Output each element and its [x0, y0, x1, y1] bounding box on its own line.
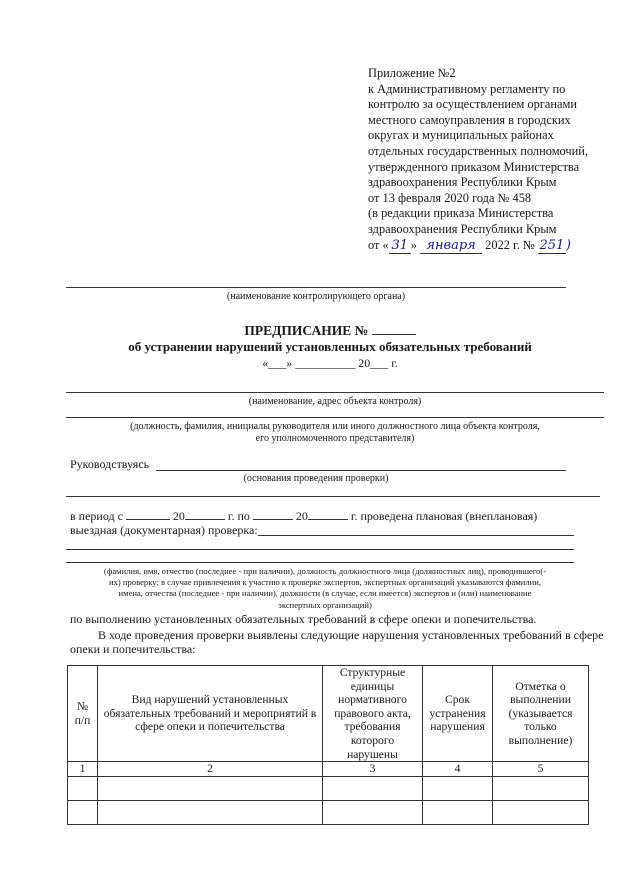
period-line: в период с 20 г. по 20 г. проведена плановая (внеплановая) — [70, 509, 538, 523]
edition-line: от « 31 » января 2022 г. № 251 ) — [368, 237, 571, 253]
violations-table — [67, 665, 589, 825]
appendix-header — [368, 66, 630, 254]
header-line: контролю за осуществлением органами — [368, 97, 577, 112]
date-blank-2 — [253, 507, 293, 520]
page-title: ПРЕДПИСАНИЕ № — [60, 322, 600, 339]
year-blank-2 — [308, 507, 348, 520]
header-line: утвержденного приказом Министерства — [368, 159, 580, 174]
inspector-line-2 — [66, 549, 574, 550]
page-subtitle: об устранении нарушений установленных обязательных требований — [128, 339, 532, 354]
header-line: местного самоуправления в городских — [368, 112, 571, 127]
person-caption-2: его уполномоченного представителя) — [255, 433, 415, 444]
handwritten-month: января — [420, 238, 482, 255]
period-line-2: выездная (документарная) проверка: — [70, 523, 258, 537]
basis-line-2 — [66, 496, 600, 497]
compliance-text: по выполнению установленных обязательных требований в сфере опеки и попечительства. — [70, 612, 537, 626]
person-caption-1: (должность, фамилия, инициалы руководителя или иного должностного лица объекта контроля, — [130, 421, 540, 432]
person-line — [66, 417, 604, 418]
object-caption: (наименование, адрес объекта контроля) — [248, 396, 422, 407]
date-blank-1 — [126, 507, 170, 520]
header-line: (в редакции приказа Министерства — [368, 206, 554, 221]
inspector-line-3 — [66, 562, 574, 563]
number-cell: 2 — [98, 762, 323, 777]
inspector-line-1 — [258, 535, 574, 536]
header-line: здравоохранения Республики Крым — [368, 221, 557, 236]
year-blank-1 — [185, 507, 225, 520]
header-line: отдельных государственных полномочий, — [368, 143, 589, 158]
header-cell: Отметка о выполнении (указывается только выполнение) — [493, 666, 589, 762]
header-line: от 13 февраля 2020 года № 458 — [368, 190, 532, 205]
table-row — [68, 776, 589, 800]
header-cell: Структурные единицы нормативного правового акта, требования которого нарушены — [323, 666, 423, 762]
order-number-blank — [372, 322, 416, 335]
number-cell: 5 — [493, 762, 589, 777]
organ-caption: (наименование контролирующего органа) — [226, 291, 406, 302]
header-cell: Вид нарушений установленных обязательных требований и мероприятий в сфере опеки и попечительства — [98, 666, 323, 762]
header-line: здравоохранения Республики Крым — [368, 175, 557, 190]
handwritten-day: 31 — [389, 238, 411, 255]
found-text-1: В ходе проведения проверки выявлены следующие нарушения установленных требований в сфере — [98, 628, 604, 642]
table-header-row — [68, 666, 589, 762]
organ-line — [66, 287, 566, 288]
header-cell: № п/п — [68, 666, 98, 762]
handwritten-number: 251 — [539, 237, 565, 253]
header-line: к Административному регламенту по — [368, 81, 566, 96]
number-cell: 1 — [68, 762, 98, 777]
table-number-row — [68, 762, 589, 777]
guided-label: Руководствуясь — [70, 457, 150, 471]
basis-caption: (основания проведения проверки) — [243, 473, 389, 484]
table-row — [68, 800, 589, 824]
object-line — [66, 392, 604, 393]
number-cell: 4 — [423, 762, 493, 777]
found-text-2: опеки и попечительства: — [70, 642, 196, 656]
basis-line — [156, 470, 566, 471]
number-cell: 3 — [323, 762, 423, 777]
header-line: округах и муниципальных районах — [368, 128, 554, 143]
header-cell: Срок устранения нарушения — [423, 666, 493, 762]
header-line: Приложение №2 — [368, 66, 456, 80]
inspector-note: (фамилия, имя, отчество (последнее - при наличии), должность должностного лица (должностных лиц), проводившего(- их) проверку; в случае привлечения к участию к проверке экспертов, экспертных организаций указываются фамилии, имена, отчества (последнее - при наличии), должности (в случае, если имеется) экспертов и (или) наименование экспертных организаций) — [103, 566, 547, 610]
title-date: «___» __________ 20___ г. — [262, 356, 398, 370]
